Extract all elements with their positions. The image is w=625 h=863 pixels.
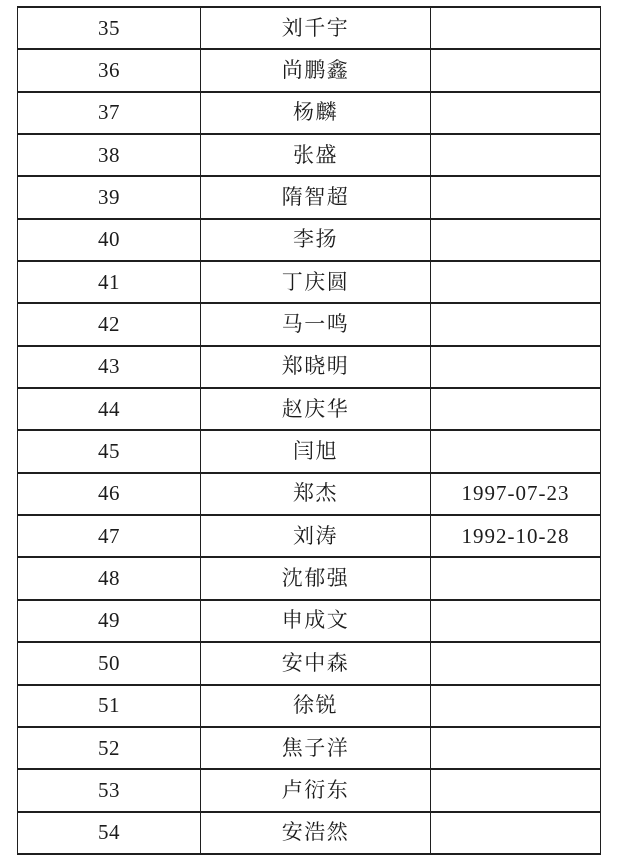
person-name-cell: 郑晓明 bbox=[201, 346, 431, 388]
date-cell bbox=[431, 134, 601, 176]
date-cell: 1997-07-23 bbox=[431, 473, 601, 515]
person-name-cell: 张盛 bbox=[201, 134, 431, 176]
date-cell bbox=[431, 49, 601, 91]
date-cell bbox=[431, 261, 601, 303]
date-cell bbox=[431, 219, 601, 261]
table-row bbox=[18, 219, 601, 261]
date-cell bbox=[431, 388, 601, 430]
person-name-cell: 郑杰 bbox=[201, 473, 431, 515]
table-row bbox=[18, 812, 601, 854]
person-name-cell: 焦子洋 bbox=[201, 727, 431, 769]
roster-table-body bbox=[18, 7, 601, 854]
person-name-cell: 隋智超 bbox=[201, 176, 431, 218]
row-number-cell: 45 bbox=[18, 430, 201, 472]
person-name-cell: 尚鹏鑫 bbox=[201, 49, 431, 91]
date-cell bbox=[431, 600, 601, 642]
person-name-cell: 安浩然 bbox=[201, 812, 431, 854]
table-row bbox=[18, 685, 601, 727]
person-name-cell: 李扬 bbox=[201, 219, 431, 261]
table-row bbox=[18, 515, 601, 557]
person-name-cell: 徐锐 bbox=[201, 685, 431, 727]
person-name-cell: 马一鸣 bbox=[201, 303, 431, 345]
person-name-cell: 卢衍东 bbox=[201, 769, 431, 811]
date-cell: 1992-10-28 bbox=[431, 515, 601, 557]
row-number-cell: 49 bbox=[18, 600, 201, 642]
table-row bbox=[18, 769, 601, 811]
row-number-cell: 46 bbox=[18, 473, 201, 515]
person-name-cell: 杨麟 bbox=[201, 92, 431, 134]
date-cell bbox=[431, 685, 601, 727]
table-row bbox=[18, 49, 601, 91]
table-row bbox=[18, 388, 601, 430]
table-row bbox=[18, 473, 601, 515]
row-number-cell: 37 bbox=[18, 92, 201, 134]
date-cell bbox=[431, 557, 601, 599]
table-row bbox=[18, 727, 601, 769]
row-number-cell: 39 bbox=[18, 176, 201, 218]
date-cell bbox=[431, 642, 601, 684]
person-name-cell: 刘涛 bbox=[201, 515, 431, 557]
row-number-cell: 35 bbox=[18, 7, 201, 49]
table-row bbox=[18, 92, 601, 134]
table-row bbox=[18, 600, 601, 642]
date-cell bbox=[431, 812, 601, 854]
row-number-cell: 42 bbox=[18, 303, 201, 345]
table-row bbox=[18, 134, 601, 176]
row-number-cell: 36 bbox=[18, 49, 201, 91]
row-number-cell: 41 bbox=[18, 261, 201, 303]
person-name-cell: 申成文 bbox=[201, 600, 431, 642]
person-name-cell: 赵庆华 bbox=[201, 388, 431, 430]
person-name-cell: 安中森 bbox=[201, 642, 431, 684]
table-row bbox=[18, 261, 601, 303]
table-row bbox=[18, 557, 601, 599]
table-row bbox=[18, 7, 601, 49]
table-row bbox=[18, 303, 601, 345]
row-number-cell: 47 bbox=[18, 515, 201, 557]
roster-table bbox=[17, 6, 601, 855]
row-number-cell: 44 bbox=[18, 388, 201, 430]
row-number-cell: 50 bbox=[18, 642, 201, 684]
table-row bbox=[18, 430, 601, 472]
person-name-cell: 闫旭 bbox=[201, 430, 431, 472]
date-cell bbox=[431, 727, 601, 769]
row-number-cell: 52 bbox=[18, 727, 201, 769]
date-cell bbox=[431, 346, 601, 388]
row-number-cell: 38 bbox=[18, 134, 201, 176]
row-number-cell: 48 bbox=[18, 557, 201, 599]
row-number-cell: 40 bbox=[18, 219, 201, 261]
row-number-cell: 51 bbox=[18, 685, 201, 727]
date-cell bbox=[431, 176, 601, 218]
date-cell bbox=[431, 7, 601, 49]
table-row bbox=[18, 176, 601, 218]
person-name-cell: 丁庆圆 bbox=[201, 261, 431, 303]
row-number-cell: 53 bbox=[18, 769, 201, 811]
row-number-cell: 54 bbox=[18, 812, 201, 854]
date-cell bbox=[431, 769, 601, 811]
table-row bbox=[18, 346, 601, 388]
person-name-cell: 刘千宇 bbox=[201, 7, 431, 49]
date-cell bbox=[431, 303, 601, 345]
table-row bbox=[18, 642, 601, 684]
row-number-cell: 43 bbox=[18, 346, 201, 388]
date-cell bbox=[431, 92, 601, 134]
person-name-cell: 沈郁强 bbox=[201, 557, 431, 599]
date-cell bbox=[431, 430, 601, 472]
